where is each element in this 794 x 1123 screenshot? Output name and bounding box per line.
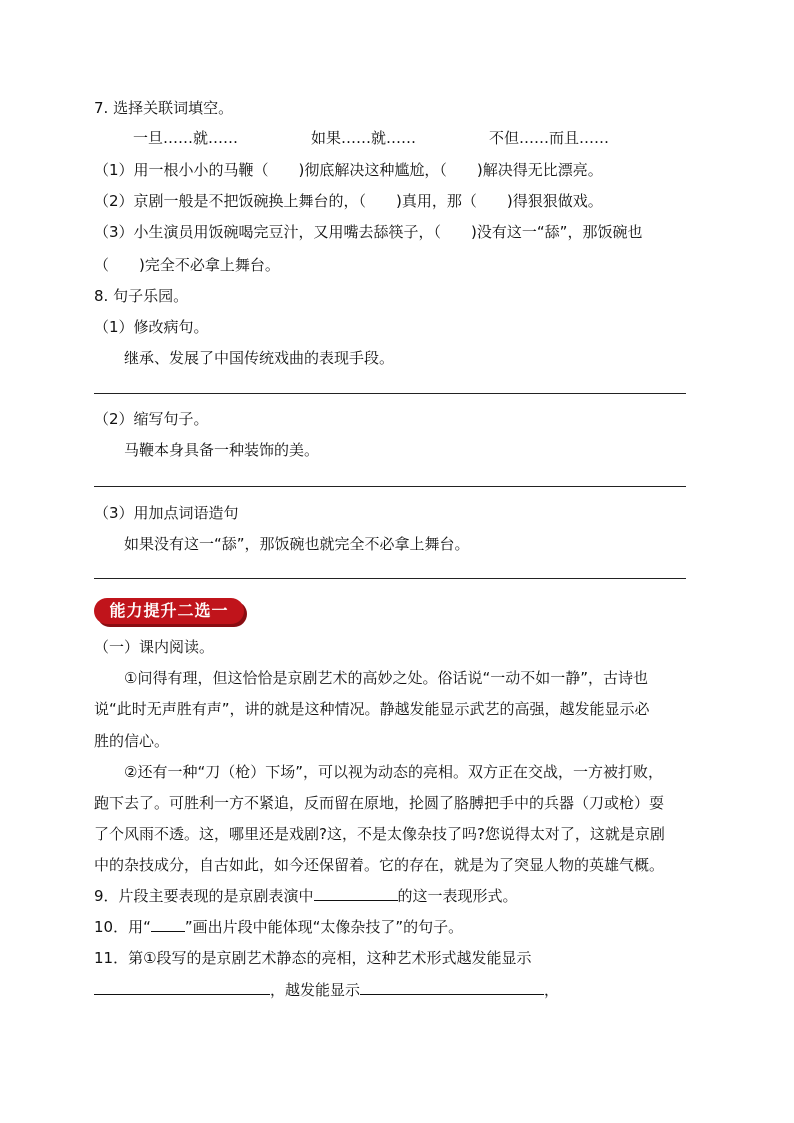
q8-sub3-text: 如果没有这一“舔”，那饭碗也就完全不必拿上舞台。 (124, 535, 470, 553)
q7-item-3-cont: （ )完全不必拿上舞台。 (94, 256, 280, 274)
q7-item-3: （3）小生演员用饭碗喝完豆汁，又用嘴去舔筷子，（ )没有这一“舔”，那饭碗也 (94, 223, 643, 241)
reading-p2-line-3: 了个风雨不透。这，哪里还是戏剧?这，不是太像杂技了吗?您说得太对了，这就是京剧 (94, 825, 665, 843)
q9-after: 的这一表现形式。 (397, 887, 518, 905)
q7-options (133, 128, 609, 148)
reading-heading: （一）课内阅读。 (94, 638, 215, 656)
reading-p2-line-4: 中的杂技成分，自古如此，如今还保留着。它的存在，就是为了突显人物的英雄气概。 (94, 856, 665, 874)
q7-title: 7. 选择关联词填空。 (94, 99, 234, 117)
q8-sub2-text: 马鞭本身具备一种装饰的美。 (124, 441, 320, 459)
q10-after: ”画出片段中能体现“太像杂技了”的句子。 (184, 918, 464, 936)
q11-mid: ，越发能显示 (270, 981, 361, 999)
reading-p1-line-1: ①问得有理，但这恰恰是京剧艺术的高妙之处。俗话说“一动不如一静”，古诗也 (124, 669, 648, 687)
reading-p1-line-3: 胜的信心。 (94, 732, 170, 750)
q10-blank[interactable] (151, 917, 185, 932)
q7-option-1: 一旦……就…… (133, 129, 239, 147)
reading-p2-line-1: ②还有一种“刀（枪）下场”，可以视为动态的亮相。双方正在交战，一方被打败， (124, 763, 663, 781)
q11-end: ， (544, 981, 560, 999)
answer-line-2[interactable] (94, 486, 686, 487)
q8-sub1-label: （1）修改病句。 (94, 318, 209, 336)
q11-line-2 (94, 980, 559, 1000)
q7-item-2: （2）京剧一般是不把饭碗换上舞台的，（ )真用，那（ )得狠狠做戏。 (94, 192, 603, 210)
q10 (94, 917, 463, 937)
q8-sub2-label: （2）缩写句子。 (94, 410, 209, 428)
q11-blank-1[interactable] (94, 980, 270, 995)
answer-line-1[interactable] (94, 393, 686, 394)
section-banner: 能力提升二选一 (94, 598, 244, 624)
reading-p1-line-2: 说“此时无声胜有声”，讲的就是这种情况。静越发能显示武艺的高强，越发能显示必 (94, 700, 650, 718)
q9-before: 9．片段主要表现的是京剧表演中 (94, 887, 314, 905)
q7-option-3: 不但……而且…… (489, 129, 610, 147)
q8-sub1-text: 继承、发展了中国传统戏曲的表现手段。 (124, 349, 395, 367)
q11-line-1: 11．第①段写的是京剧艺术静态的亮相，这种艺术形式越发能显示 (94, 949, 532, 967)
q10-before: 10．用“ (94, 918, 151, 936)
q11-blank-2[interactable] (360, 980, 544, 995)
q7-item-1: （1）用一根小小的马鞭（ )彻底解决这种尴尬，（ )解决得无比漂亮。 (94, 161, 603, 179)
q8-title: 8. 句子乐园。 (94, 287, 189, 305)
q9 (94, 886, 518, 906)
q9-blank[interactable] (314, 886, 398, 901)
answer-line-3[interactable] (94, 578, 686, 579)
q7-option-2: 如果……就…… (311, 129, 417, 147)
q8-sub3-label: （3）用加点词语造句 (94, 504, 239, 522)
reading-p2-line-2: 跑下去了。可胜利一方不紧追，反而留在原地，抡圆了胳膊把手中的兵器（刀或枪）耍 (94, 794, 665, 812)
